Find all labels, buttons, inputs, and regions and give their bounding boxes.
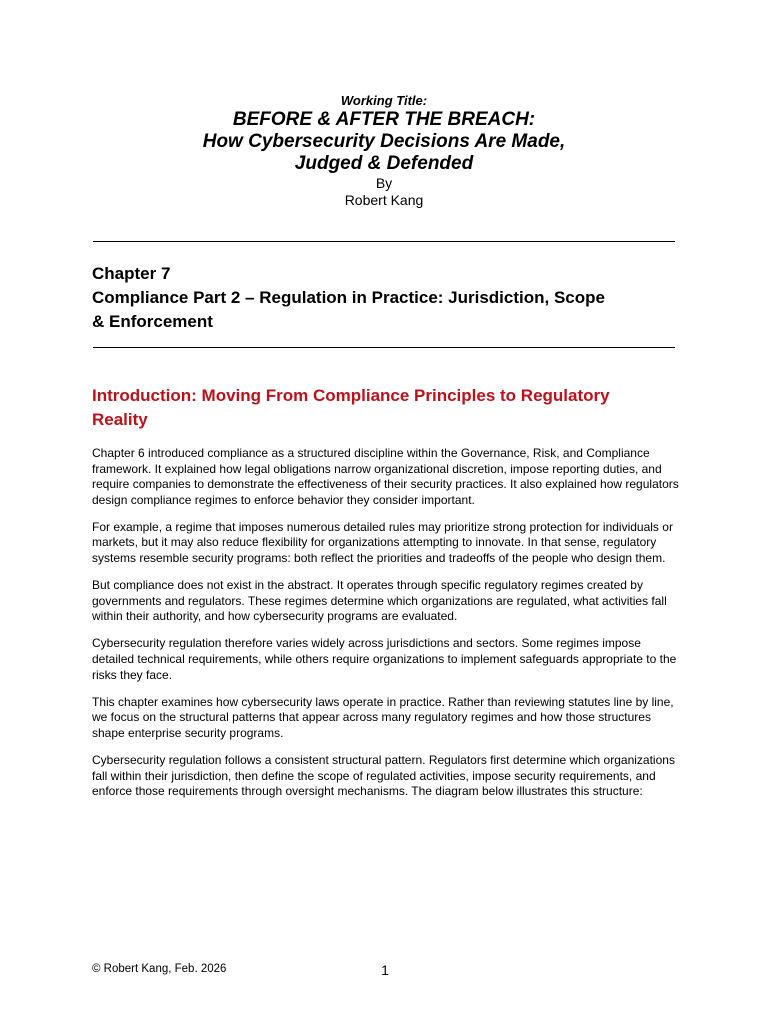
- book-title-line-3: Judged & Defended: [294, 153, 474, 174]
- section-heading-line-2: Reality: [92, 410, 148, 429]
- paragraph: Cybersecurity regulation therefore varies widely across jurisdictions and sectors. Some regimes impose detailed technical requirements, while others require organizations to implement safeguards appropriate to the risks they face.: [92, 636, 677, 682]
- horizontal-rule-top: [93, 241, 675, 242]
- title-block: [0, 93, 768, 209]
- footer-copyright: © Robert Kang, Feb. 2026: [92, 963, 227, 975]
- author-name: Robert Kang: [344, 192, 424, 208]
- body-text: [92, 446, 684, 811]
- book-title-line-1: BEFORE & AFTER THE BREACH:: [232, 109, 536, 130]
- section-heading-line-1: Introduction: Moving From Compliance Principles to Regulatory: [92, 386, 610, 405]
- paragraph: Cybersecurity regulation follows a consistent structural pattern. Regulators first determine which organizations fall within their jurisdiction, then define the scope of regulated activities, impose security requirements, and enforce those requirements through oversight mechanisms. The diagram below illustrates this structure:: [92, 753, 675, 799]
- byline-by: By: [375, 175, 393, 191]
- section-heading: [92, 384, 682, 432]
- book-title-line-2: How Cybersecurity Decisions Are Made,: [202, 131, 566, 152]
- chapter-heading: [92, 262, 682, 334]
- working-title-label: Working Title:: [340, 93, 428, 108]
- chapter-title-line-1: Compliance Part 2 – Regulation in Practice: Jurisdiction, Scope: [92, 288, 605, 307]
- chapter-title-line-2: & Enforcement: [92, 312, 213, 331]
- paragraph: This chapter examines how cybersecurity laws operate in practice. Rather than reviewing statutes line by line, we focus on the structural patterns that appear across many regulatory regimes and how those structures shape enterprise security programs.: [92, 694, 674, 740]
- footer-page-number: 1: [381, 962, 389, 978]
- paragraph: For example, a regime that imposes numerous detailed rules may prioritize strong protection for individuals or markets, but it may also reduce flexibility for organizations attempting to innovate. In that sense, regulatory systems resemble security programs: both reflect the priorities and tradeoffs of the people who design them.: [92, 519, 673, 566]
- chapter-number: Chapter 7: [92, 264, 171, 283]
- paragraph: But compliance does not exist in the abstract. It operates through specific regulatory regimes created by governments and regulators. These regimes determine which organizations are regulated, what activities fall within their authority, and how cybersecurity programs are evaluated.: [92, 578, 667, 624]
- horizontal-rule-bottom: [93, 347, 675, 348]
- paragraph: Chapter 6 introduced compliance as a structured discipline within the Governance, Risk, and Compliance framework. It explained how legal obligations narrow organizational discretion, impose reporting duties, and require companies to demonstrate the effectiveness of their security practices. It also explained how regulators design compliance regimes to enforce behavior they consider important.: [92, 446, 679, 507]
